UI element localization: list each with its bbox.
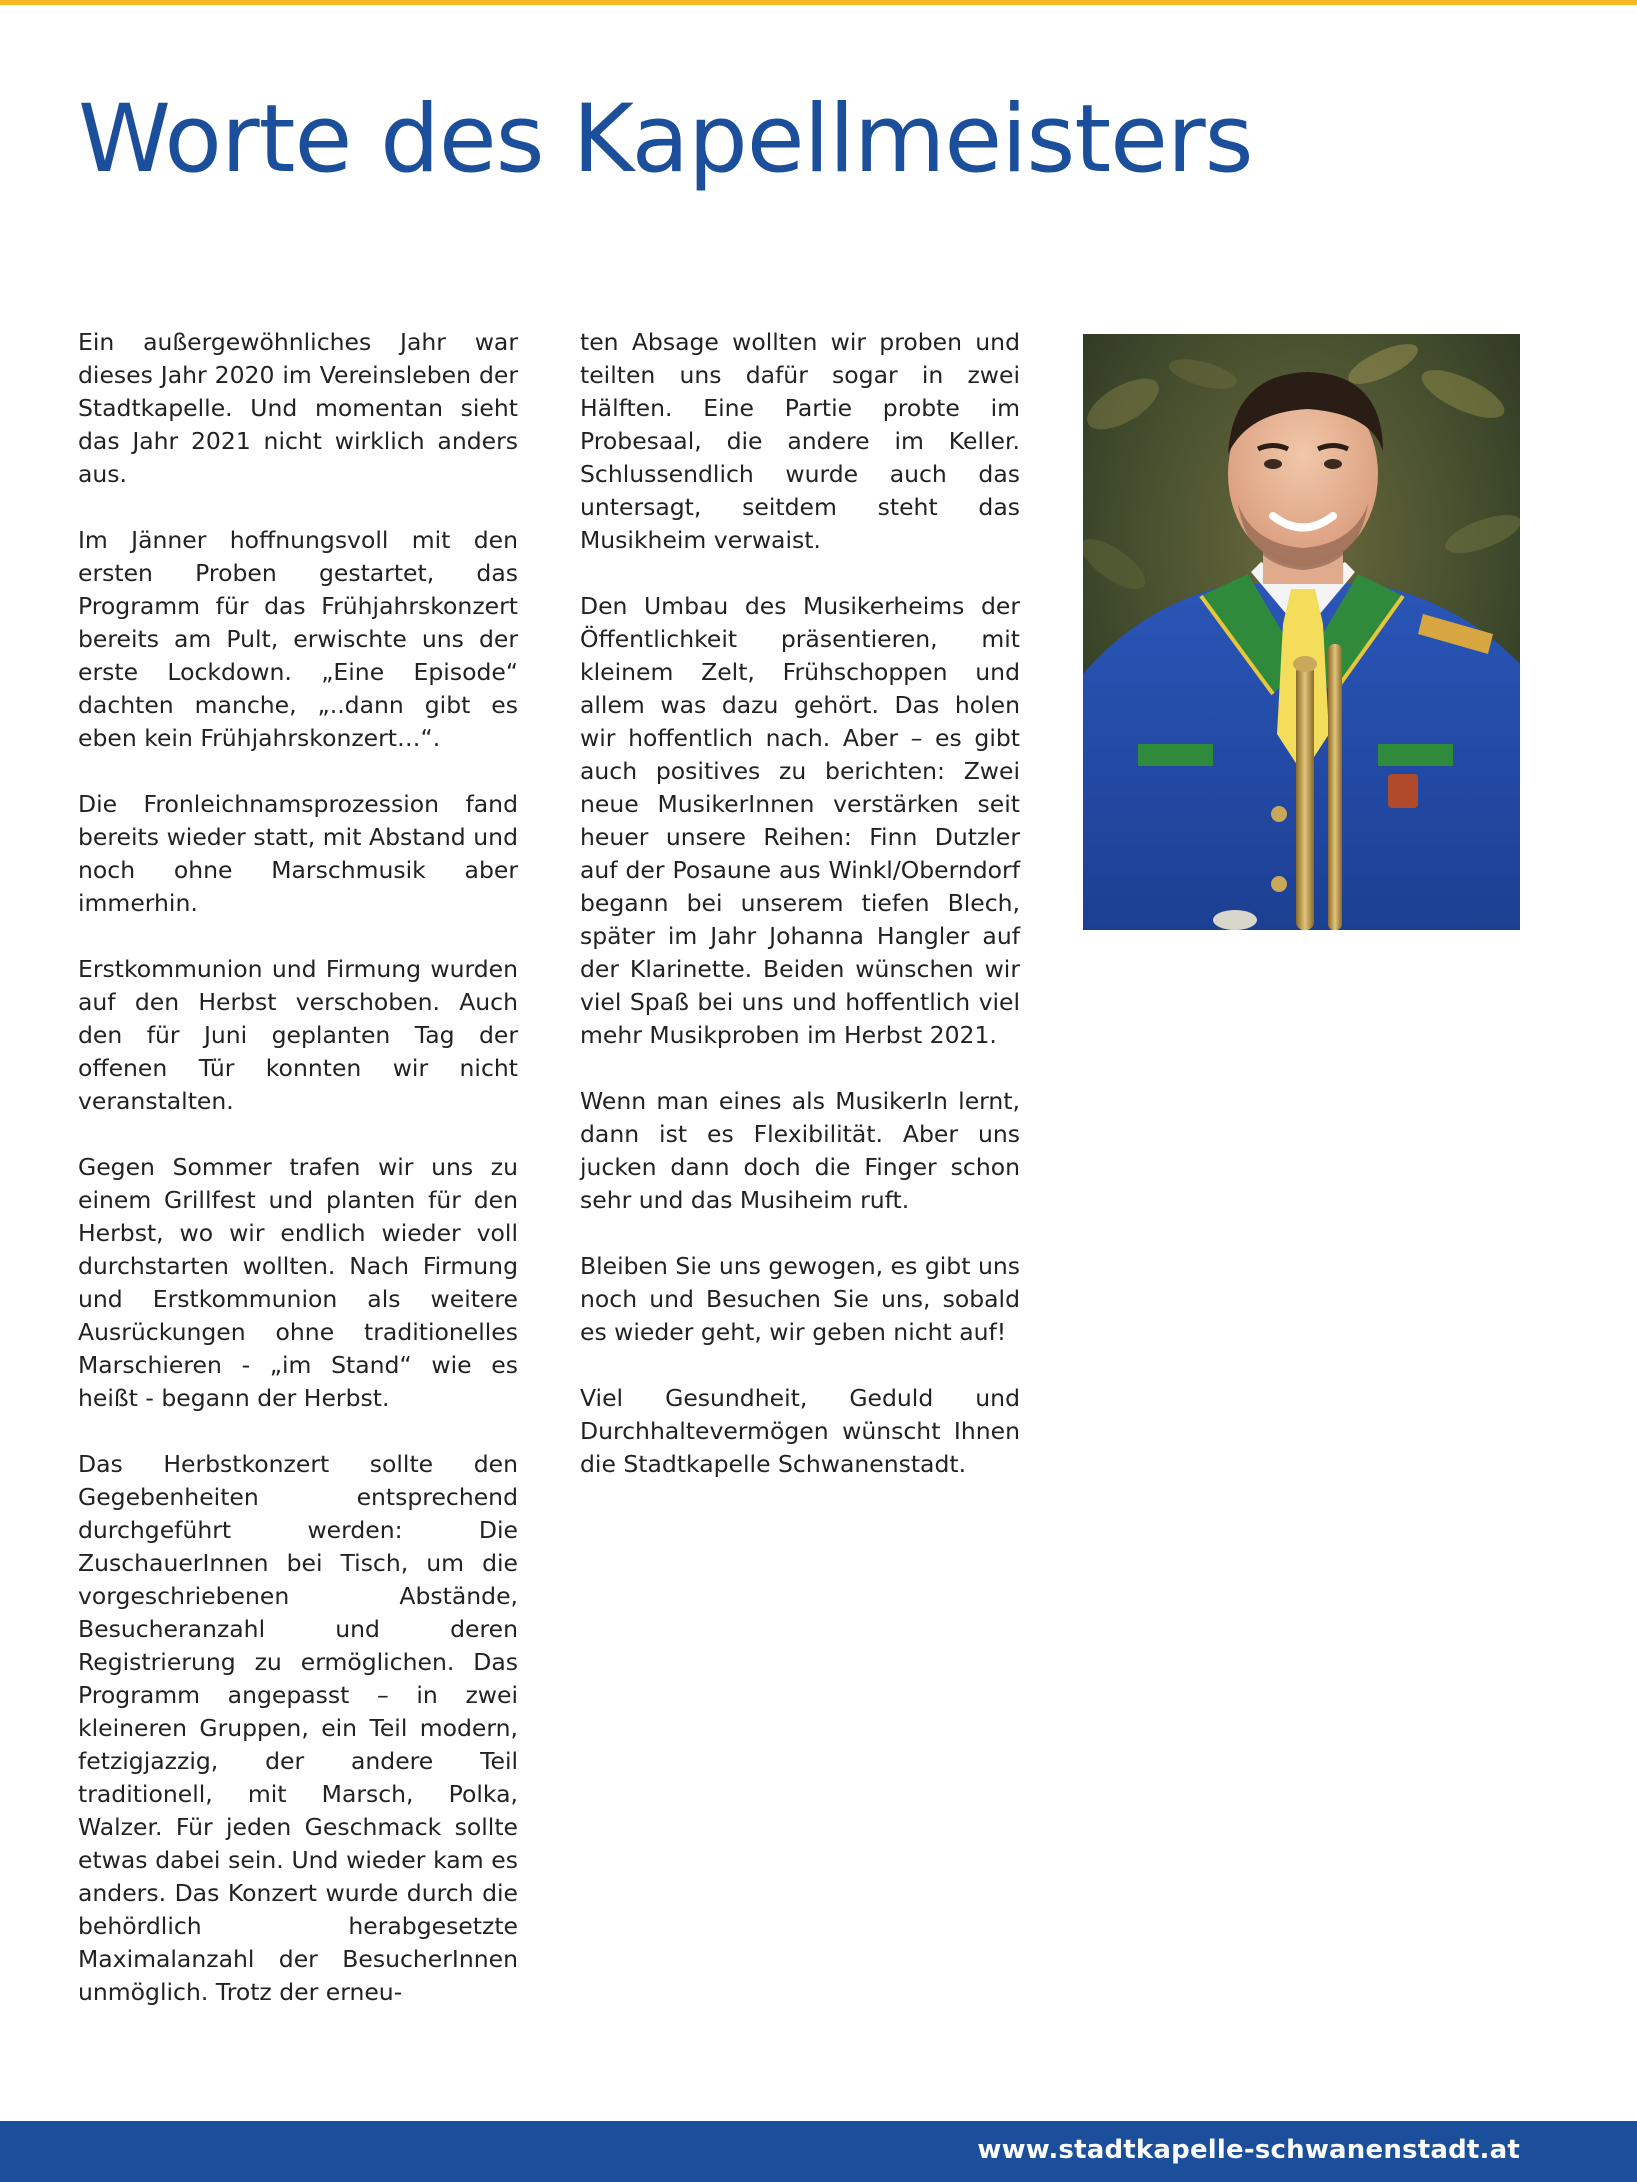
article-column-left bbox=[78, 326, 518, 2009]
paragraph: ten Absage wollten wir proben und teilten uns dafür sogar in zwei Hälften. Eine Partie probte im Probesaal, die andere im Keller. Schlussendlich wurde auch das untersagt, seitdem steht das Musikheim verwaist. bbox=[580, 328, 1020, 554]
paragraph: Die Fronleichnamsprozession fand bereits wieder statt, mit Abstand und noch ohne Marschmusik aber immerhin. bbox=[78, 790, 518, 917]
paragraph: Gegen Sommer trafen wir uns zu einem Grillfest und planten für den Herbst, wo wir endlich wieder voll durchstarten wollten. Nach Firmung und Erstkommunion als weitere Ausrückungen ohne traditionelles Marschieren - „im Stand“ wie es heißt - begann der Herbst. bbox=[78, 1153, 518, 1412]
kapellmeister-portrait-photo bbox=[1083, 334, 1520, 930]
footer-bar bbox=[0, 2121, 1637, 2182]
top-accent-rule bbox=[0, 0, 1637, 5]
paragraph: Den Umbau des Musikerheims der Öffentlichkeit präsentieren, mit kleinem Zelt, Frühschoppen und allem was dazu gehört. Das holen wir hoffentlich nach. Aber – es gibt auch positives zu berichten: Zwei neue MusikerInnen verstärken seit heuer unsere Reihen: Finn Dutzler auf der Posaune aus Winkl/Oberndorf begann bei unserem tiefen Blech, später im Jahr Johanna Hangler auf der Klarinette. Beiden wünschen wir viel Spaß bei uns und hoffentlich viel mehr Musikproben im Herbst 2021. bbox=[580, 592, 1020, 1049]
paragraph: Bleiben Sie uns gewogen, es gibt uns noch und Besuchen Sie uns, sobald es wieder geht, wir geben nicht auf! bbox=[580, 1252, 1020, 1346]
paragraph: Viel Gesundheit, Geduld und Durchhaltevermögen wünscht Ihnen die Stadtkapelle Schwanenstadt. bbox=[580, 1384, 1020, 1478]
paragraph: Ein außergewöhnliches Jahr war dieses Jahr 2020 im Vereinsleben der Stadtkapelle. Und momentan sieht das Jahr 2021 nicht wirklich anders aus. bbox=[78, 328, 518, 488]
paragraph: Wenn man eines als MusikerIn lernt, dann ist es Flexibilität. Aber uns jucken dann doch die Finger schon sehr und das Musiheim ruft. bbox=[580, 1087, 1020, 1214]
paragraph: Das Herbstkonzert sollte den Gegebenheiten entsprechend durchgeführt werden: Die ZuschauerInnen bei Tisch, um die vorgeschriebenen Abstände, Besucheranzahl und deren Registrierung zu ermöglichen. Das Programm angepasst – in zwei kleineren Gruppen, ein Teil modern, fetzigjazzig, der andere Teil traditionell, mit Marsch, Polka, Walzer. Für jeden Geschmack sollte etwas dabei sein. Und wieder kam es anders. Das Konzert wurde durch die behördlich herabgesetzte Maximalanzahl der BesucherInnen unmöglich. Trotz der erneu- bbox=[78, 1450, 518, 2006]
paragraph: Erstkommunion und Firmung wurden auf den Herbst verschoben. Auch den für Juni geplanten Tag der offenen Tür konnten wir nicht veranstalten. bbox=[78, 955, 518, 1115]
article-column-middle bbox=[580, 326, 1020, 1481]
footer-website-link[interactable]: www.stadtkapelle-schwanenstadt.at bbox=[977, 2135, 1520, 2165]
paragraph: Im Jänner hoffnungsvoll mit den ersten Proben gestartet, das Programm für das Frühjahrskonzert bereits am Pult, erwischte uns der erste Lockdown. „Eine Episode“ dachten manche, „..dann gibt es eben kein Frühjahrskonzert…“. bbox=[78, 526, 518, 752]
page-title: Worte des Kapellmeisters bbox=[78, 85, 1253, 194]
